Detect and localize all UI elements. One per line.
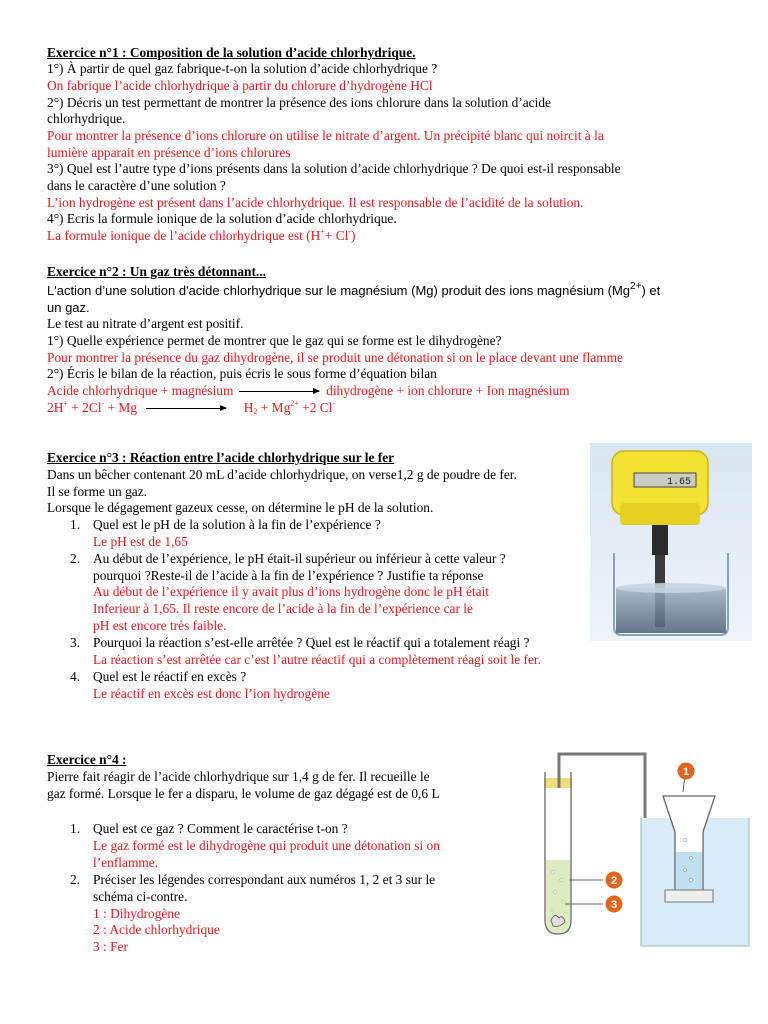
ex4-intro-2: gaz formé. Lorsque le fer a disparu, le volume de gaz dégagé est de 0,6 L [47,786,440,801]
svg-text:1: 1 [682,766,690,778]
ex1-answer-2-cont: lumière apparait en présence d’ions chlorures [47,145,291,160]
ex3-num-4: 4. [70,669,81,684]
ex4-intro-1: Pierre fait réagir de l’acide chlorhydrique sur 1,4 g de fer. Il recueille le [47,769,430,784]
svg-text:3: 3 [610,899,618,911]
ex4-question-1: Quel est ce gaz ? Comment le caractérise t-on ? [93,821,348,836]
ex2-intro-line-1 [47,283,660,299]
ex1-answer-2: Pour montrer la présence d’ions chlorure on utilise le nitrate d’argent. Un précipité blanc qui noircit à la [47,128,604,143]
h-ion-charge: + [63,399,68,408]
ex2-intro-line-3: Le test au nitrate d’argent est positif. [47,316,244,331]
ex1-question-3-cont: dans le caractère d’une solution ? [47,178,226,193]
exercise-3-title: Exercice n°3 : Réaction entre l’acide chlorhydrique sur le fer [47,450,395,465]
ex2-word-equation [47,383,570,399]
svg-text:2: 2 [610,875,618,887]
ex2-question-2: 2°) Écris le bilan de la réaction, puis écris le sous forme d’équation bilan [47,366,437,381]
ex4-answer-1: Le gaz formé est le dihydrogène qui produit une détonation si on [93,838,440,853]
equation-arrow [146,408,226,409]
word-equation-products: dihydrogène + ion chlorure + Ion magnésium [326,383,570,398]
ex3-intro-1: Dans un bêcher contenant 20 mL d’acide chlorhydrique, on verse1,2 g de poudre de fer. [47,467,517,482]
badge-3 [606,896,623,913]
cl-ion-charge: - [101,399,105,408]
ex1-question-2-cont: chlorhydrique. [47,111,126,126]
ex3-answer-2: Au début de l’expérience il y avait plus d’ions hydrogène donc le pH était [93,584,490,599]
word-equation-reactants: Acide chlorhydrique + magnésium [47,383,234,398]
ex3-answer-4: Le réactif en excès est donc l’ion hydrogène [93,686,330,701]
mg-atom: + Mg [104,400,138,415]
ex4-legend-1: 1 : Dihydrogène [93,906,181,921]
mg-charge-sup: 2+ [630,281,642,292]
ex1-question-1: 1°) À partir de quel gaz fabrique-t-on la solution d’acide chlorhydrique ? [47,61,438,76]
ex3-answer-1: Le pH est de 1,65 [93,534,188,549]
ex1-question-2: 2°) Décris un test permettant de montrer la présence des ions chlorure dans la solution d’acide [47,95,551,110]
ex4-question-2-cont: schéma ci-contre. [93,889,188,904]
exercise-1-title: Exercice n°1 : Composition de la solution d’acide chlorhydrique. [47,45,416,60]
ex3-question-2: Au début de l’expérience, le pH était-il supérieur ou inférieur à cette valeur ? [93,551,506,566]
gas-collection-diagram [525,742,755,947]
ex3-question-2-cont: pourquoi ?Reste-il de l’acide à la fin de l’expérience ? Justifie ta réponse [93,568,484,583]
ex3-num-3: 3. [70,635,81,650]
ex3-answer-3: La réaction s’est arrêtée car c’est l’autre réactif qui a complètement réagi soit le fer. [93,652,541,667]
ex3-intro-2: Il se forme un gaz. [47,484,148,499]
ex1-answer-4-mid: + Cl [324,228,349,243]
mg-ion: + Mg [257,400,291,415]
ex2-intro-text: L'action d’une solution d'acide chlorhydrique sur le magnésium (Mg) produit des ions magnésium (Mg [47,283,631,298]
ex1-answer-1: On fabrique l’acide chlorhydrique à partir du chlorure d’hydrogène HCl [47,78,433,93]
ex2-symbol-equation [47,400,335,416]
mg-ion-charge: 2+ [290,399,299,408]
ex3-question-3: Pourquoi la réaction s’est-elle arrêtée ? Quel est le réactif qui a totalement réagi ? [93,635,530,650]
ex4-legend-3: 3 : Fer [93,939,128,954]
h-ion: 2H [47,400,64,415]
ph-meter-photo [590,443,752,641]
ex2-intro-end: ) et [641,283,661,298]
ex1-question-3: 3°) Quel est l’autre type d’ions présents dans la solution d’acide chlorhydrique ? De quoi est-il responsable [47,161,621,176]
h-plus-sup: + [320,227,325,236]
ex3-question-1: Quel est le pH de la solution à la fin de l’expérience ? [93,517,381,532]
ex1-answer-4 [47,228,356,244]
h2-subscript: 2 [253,407,258,416]
cl-ion-product: +2 Cl [298,400,333,415]
ex4-question-2: Préciser les légendes correspondant aux numéros 1, 2 et 3 sur le [93,872,436,887]
badge-2 [606,872,623,889]
reaction-arrow [239,391,319,392]
ex1-question-4: 4°) Ecris la formule ionique de la solution d’acide chlorhydrique. [47,211,397,226]
badge-1 [678,763,695,780]
ex2-question-1: 1°) Quelle expérience permet de montrer que le gaz qui se forme est le dihydrogène? [47,333,502,348]
ex3-intro-3: Lorsque le dégagement gazeux cesse, on détermine le pH de la solution. [47,500,434,515]
ex3-question-4: Quel est le réactif en excès ? [93,669,247,684]
ex3-answer-2-cont: Inferieur à 1,65. Il reste encore de l’acide à la fin de l’expérience car le [93,601,473,616]
ex3-num-2: 2. [70,551,81,566]
ex2-answer-1: Pour montrer la présence du gaz dihydrogène, il se produit une détonation si on le place devant une flamme [47,350,623,365]
ex1-answer-4-text: La formule ionique de l’acide chlorhydrique est (H [47,228,321,243]
ex4-legend-2: 2 : Acide chlorhydrique [93,922,220,937]
ex3-answer-2-cont2: pH est encore très faible. [93,618,227,633]
ex2-intro-line-2: un gaz. [47,300,90,315]
cl-ion: + 2Cl [67,400,102,415]
test-tube [544,772,572,934]
ex1-answer-3: L’ion hydrogène est présent dans l’acide chlorhydrique. Il est responsable de l’acidité de la solution. [47,195,584,210]
h2-molecule: H [243,400,254,415]
exercise-2-title: Exercice n°2 : Un gaz très détonnant... [47,264,266,279]
ex1-answer-4-end: ) [351,228,356,243]
ex3-num-1: 1. [70,517,81,532]
ex4-num-2: 2. [70,872,81,887]
ph-display-value: 1.65 [666,477,691,488]
ex4-answer-1-cont: l’enflamme. [93,855,159,870]
cl-minus-sup: - [348,227,352,236]
ex4-num-1: 1. [70,821,81,836]
cl-ion-product-charge: - [332,399,336,408]
exercise-4-title: Exercice n°4 : [47,752,127,767]
